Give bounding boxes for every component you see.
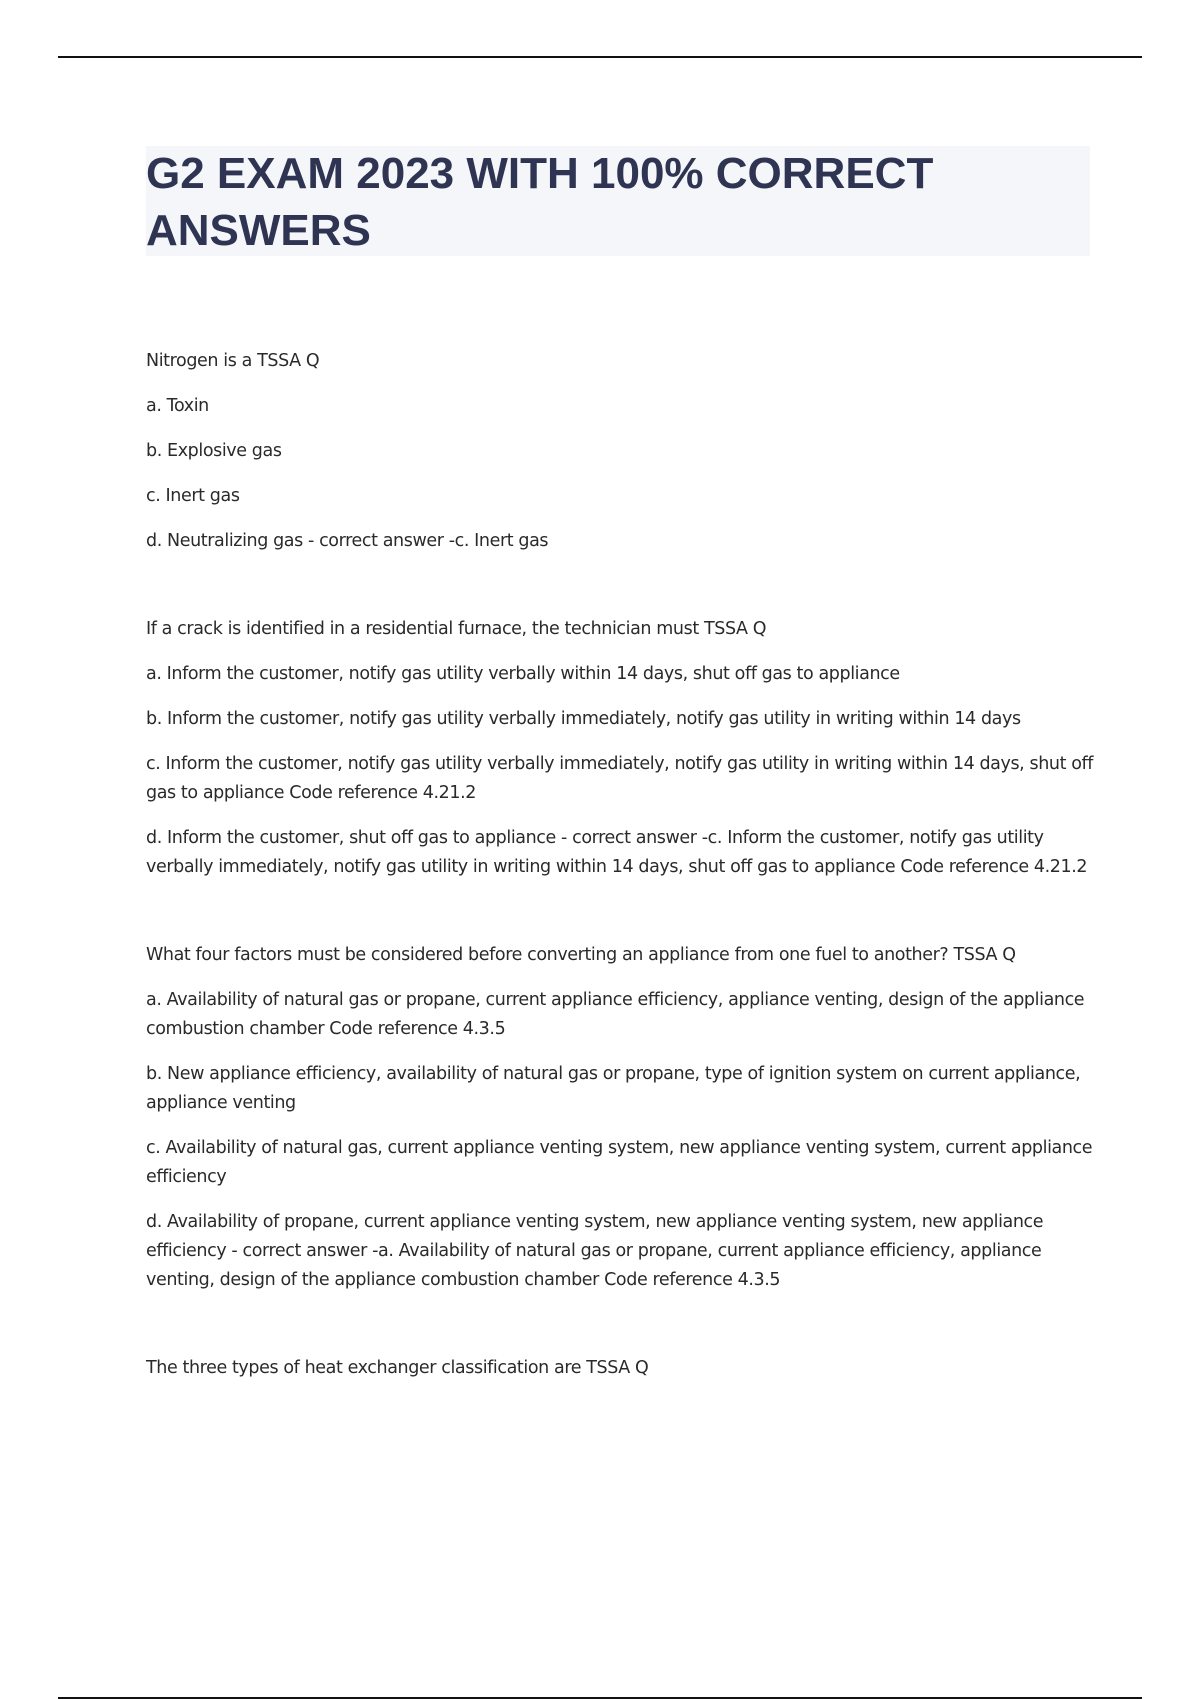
question-text: Nitrogen is a TSSA Q [146,351,320,371]
top-rule [58,56,1142,58]
answer-option-with-correct-answer: d. Availability of propane, current appliance venting system, new appliance venting system, new appliance efficiency - correct answer -a. Availability of natural gas or propane, current appliance efficiency, appliance venting, design of the appliance combustion chamber Code reference 4.3.5 [146,1212,1044,1290]
document-title: G2 EXAM 2023 WITH 100% CORRECT ANSWERS [146,149,934,255]
question-block [146,615,1096,882]
document-body [146,347,1096,1399]
answer-option: b. Inform the customer, notify gas utility verbally immediately, notify gas utility in writing within 14 days [146,709,1021,729]
answer-option-with-correct-answer: d. Neutralizing gas - correct answer -c. Inert gas [146,531,549,551]
answer-option: c. Availability of natural gas, current appliance venting system, new appliance venting system, current appliance efficiency [146,1138,1093,1187]
question-text: What four factors must be considered before converting an appliance from one fuel to another? TSSA Q [146,945,1016,965]
answer-option: a. Inform the customer, notify gas utility verbally within 14 days, shut off gas to appliance [146,664,900,684]
question-block [146,941,1096,1295]
bottom-rule [58,1697,1142,1699]
answer-option-with-correct-answer: d. Inform the customer, shut off gas to appliance - correct answer -c. Inform the customer, notify gas utility verbally immediately, notify gas utility in writing within 14 days, shut off gas to appliance Code reference 4.21.2 [146,828,1088,877]
answer-option: b. New appliance efficiency, availability of natural gas or propane, type of ignition system on current appliance, appliance venting [146,1064,1081,1113]
question-text: If a crack is identified in a residential furnace, the technician must TSSA Q [146,619,767,639]
question-text: The three types of heat exchanger classification are TSSA Q [146,1358,649,1378]
answer-option: c. Inert gas [146,486,240,506]
question-block [146,1354,1096,1383]
answer-option: b. Explosive gas [146,441,282,461]
answer-option: c. Inform the customer, notify gas utility verbally immediately, notify gas utility in writing within 14 days, shut off gas to appliance Code reference 4.21.2 [146,754,1094,803]
question-block [146,347,1096,556]
answer-option: a. Availability of natural gas or propane, current appliance efficiency, appliance venting, design of the appliance combustion chamber Code reference 4.3.5 [146,990,1085,1039]
answer-option: a. Toxin [146,396,209,416]
